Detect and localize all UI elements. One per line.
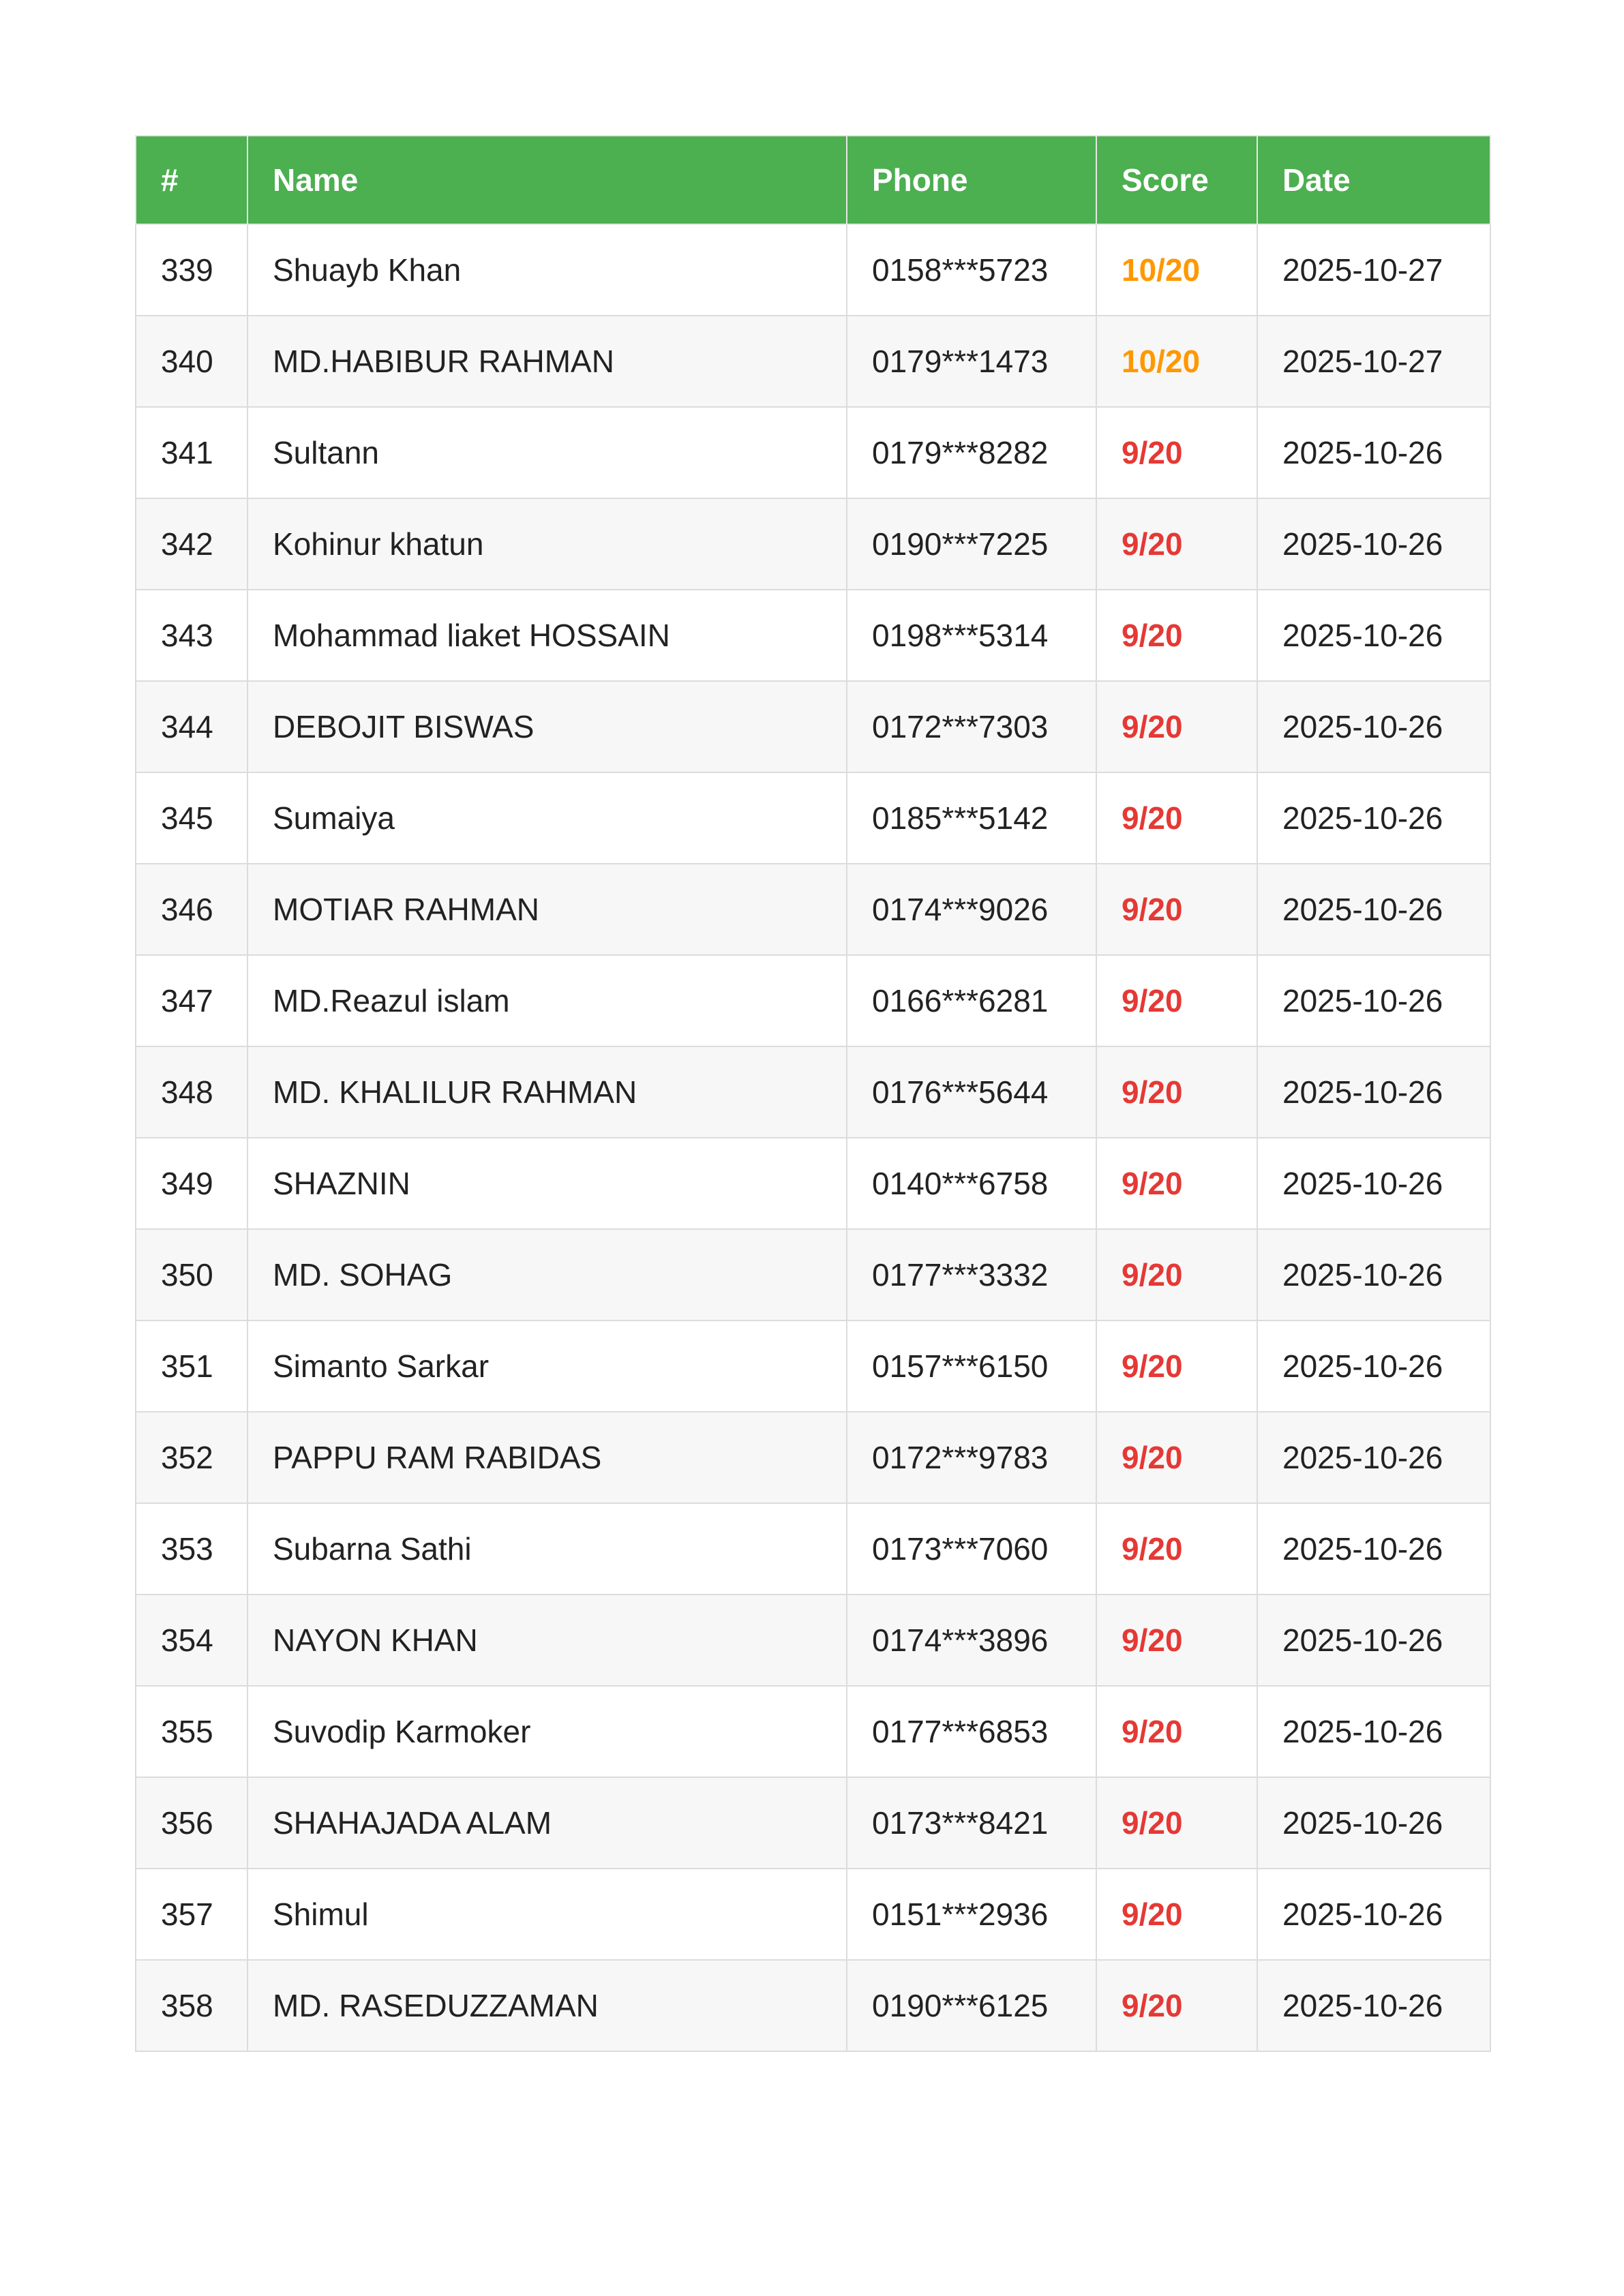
header-score: Score [1096, 136, 1257, 224]
cell-score: 9/20 [1096, 1777, 1257, 1869]
cell-date: 2025-10-27 [1257, 224, 1490, 316]
cell-score: 9/20 [1096, 864, 1257, 955]
cell-phone: 0158***5723 [847, 224, 1096, 316]
table-row [136, 1412, 1490, 1503]
cell-phone: 0179***1473 [847, 316, 1096, 407]
table-row [136, 1229, 1490, 1320]
cell-score: 10/20 [1096, 316, 1257, 407]
cell-date: 2025-10-27 [1257, 316, 1490, 407]
cell-date: 2025-10-26 [1257, 1686, 1490, 1777]
cell-number: 350 [136, 1229, 247, 1320]
cell-date: 2025-10-26 [1257, 1412, 1490, 1503]
cell-date: 2025-10-26 [1257, 1320, 1490, 1412]
cell-number: 346 [136, 864, 247, 955]
cell-score: 9/20 [1096, 772, 1257, 864]
cell-number: 347 [136, 955, 247, 1046]
cell-date: 2025-10-26 [1257, 1960, 1490, 2051]
cell-number: 342 [136, 498, 247, 590]
cell-name: MD.Reazul islam [247, 955, 847, 1046]
cell-name: Subarna Sathi [247, 1503, 847, 1595]
cell-number: 354 [136, 1595, 247, 1686]
cell-name: Sumaiya [247, 772, 847, 864]
cell-name: Shuayb Khan [247, 224, 847, 316]
cell-score: 9/20 [1096, 407, 1257, 498]
cell-phone: 0172***9783 [847, 1412, 1096, 1503]
header-phone: Phone [847, 136, 1096, 224]
cell-score: 9/20 [1096, 1046, 1257, 1138]
cell-score: 9/20 [1096, 590, 1257, 681]
cell-number: 341 [136, 407, 247, 498]
header-name: Name [247, 136, 847, 224]
table-row [136, 498, 1490, 590]
cell-score: 9/20 [1096, 1595, 1257, 1686]
cell-number: 355 [136, 1686, 247, 1777]
table-body [136, 224, 1490, 2051]
cell-name: Suvodip Karmoker [247, 1686, 847, 1777]
table-row [136, 316, 1490, 407]
cell-number: 344 [136, 681, 247, 772]
cell-phone: 0157***6150 [847, 1320, 1096, 1412]
cell-name: Sultann [247, 407, 847, 498]
table-row [136, 1046, 1490, 1138]
cell-name: PAPPU RAM RABIDAS [247, 1412, 847, 1503]
cell-phone: 0173***8421 [847, 1777, 1096, 1869]
cell-name: Shimul [247, 1869, 847, 1960]
table-row [136, 1869, 1490, 1960]
cell-name: Mohammad liaket HOSSAIN [247, 590, 847, 681]
cell-phone: 0198***5314 [847, 590, 1096, 681]
table-row [136, 1138, 1490, 1229]
table-row [136, 224, 1490, 316]
cell-phone: 0190***7225 [847, 498, 1096, 590]
cell-phone: 0177***6853 [847, 1686, 1096, 1777]
table-row [136, 1686, 1490, 1777]
cell-number: 356 [136, 1777, 247, 1869]
cell-number: 343 [136, 590, 247, 681]
cell-name: SHAZNIN [247, 1138, 847, 1229]
table-row [136, 407, 1490, 498]
cell-date: 2025-10-26 [1257, 1503, 1490, 1595]
cell-date: 2025-10-26 [1257, 590, 1490, 681]
results-table [135, 135, 1491, 2052]
cell-phone: 0173***7060 [847, 1503, 1096, 1595]
table-row [136, 590, 1490, 681]
cell-date: 2025-10-26 [1257, 1046, 1490, 1138]
cell-date: 2025-10-26 [1257, 498, 1490, 590]
cell-number: 340 [136, 316, 247, 407]
cell-number: 348 [136, 1046, 247, 1138]
cell-phone: 0177***3332 [847, 1229, 1096, 1320]
cell-score: 9/20 [1096, 498, 1257, 590]
cell-name: MOTIAR RAHMAN [247, 864, 847, 955]
table-row [136, 1777, 1490, 1869]
cell-score: 9/20 [1096, 955, 1257, 1046]
cell-phone: 0185***5142 [847, 772, 1096, 864]
table-row [136, 864, 1490, 955]
cell-date: 2025-10-26 [1257, 772, 1490, 864]
cell-score: 9/20 [1096, 1138, 1257, 1229]
cell-number: 345 [136, 772, 247, 864]
cell-score: 9/20 [1096, 1869, 1257, 1960]
cell-number: 353 [136, 1503, 247, 1595]
header-number: # [136, 136, 247, 224]
cell-number: 358 [136, 1960, 247, 2051]
header-date: Date [1257, 136, 1490, 224]
cell-date: 2025-10-26 [1257, 407, 1490, 498]
cell-score: 9/20 [1096, 1229, 1257, 1320]
cell-phone: 0179***8282 [847, 407, 1096, 498]
table-row [136, 1595, 1490, 1686]
cell-score: 10/20 [1096, 224, 1257, 316]
cell-score: 9/20 [1096, 1686, 1257, 1777]
cell-name: MD.HABIBUR RAHMAN [247, 316, 847, 407]
table-header [136, 136, 1490, 224]
cell-score: 9/20 [1096, 681, 1257, 772]
cell-phone: 0176***5644 [847, 1046, 1096, 1138]
cell-date: 2025-10-26 [1257, 1869, 1490, 1960]
header-row [136, 136, 1490, 224]
cell-number: 339 [136, 224, 247, 316]
cell-date: 2025-10-26 [1257, 1138, 1490, 1229]
table-row [136, 772, 1490, 864]
cell-date: 2025-10-26 [1257, 1595, 1490, 1686]
cell-number: 352 [136, 1412, 247, 1503]
cell-number: 351 [136, 1320, 247, 1412]
cell-date: 2025-10-26 [1257, 681, 1490, 772]
cell-name: MD. RASEDUZZAMAN [247, 1960, 847, 2051]
cell-name: Kohinur khatun [247, 498, 847, 590]
cell-name: DEBOJIT BISWAS [247, 681, 847, 772]
table-row [136, 1503, 1490, 1595]
table-row [136, 1320, 1490, 1412]
cell-name: MD. KHALILUR RAHMAN [247, 1046, 847, 1138]
cell-name: MD. SOHAG [247, 1229, 847, 1320]
cell-phone: 0151***2936 [847, 1869, 1096, 1960]
cell-score: 9/20 [1096, 1320, 1257, 1412]
cell-name: Simanto Sarkar [247, 1320, 847, 1412]
cell-date: 2025-10-26 [1257, 1229, 1490, 1320]
cell-phone: 0174***9026 [847, 864, 1096, 955]
table-row [136, 681, 1490, 772]
cell-date: 2025-10-26 [1257, 955, 1490, 1046]
cell-phone: 0190***6125 [847, 1960, 1096, 2051]
cell-phone: 0174***3896 [847, 1595, 1096, 1686]
cell-date: 2025-10-26 [1257, 864, 1490, 955]
table-row [136, 1960, 1490, 2051]
table-row [136, 955, 1490, 1046]
cell-name: NAYON KHAN [247, 1595, 847, 1686]
cell-score: 9/20 [1096, 1960, 1257, 2051]
cell-name: SHAHAJADA ALAM [247, 1777, 847, 1869]
cell-phone: 0166***6281 [847, 955, 1096, 1046]
cell-number: 349 [136, 1138, 247, 1229]
cell-score: 9/20 [1096, 1503, 1257, 1595]
cell-date: 2025-10-26 [1257, 1777, 1490, 1869]
results-sheet [135, 135, 1490, 2052]
cell-phone: 0140***6758 [847, 1138, 1096, 1229]
cell-phone: 0172***7303 [847, 681, 1096, 772]
cell-score: 9/20 [1096, 1412, 1257, 1503]
cell-number: 357 [136, 1869, 247, 1960]
